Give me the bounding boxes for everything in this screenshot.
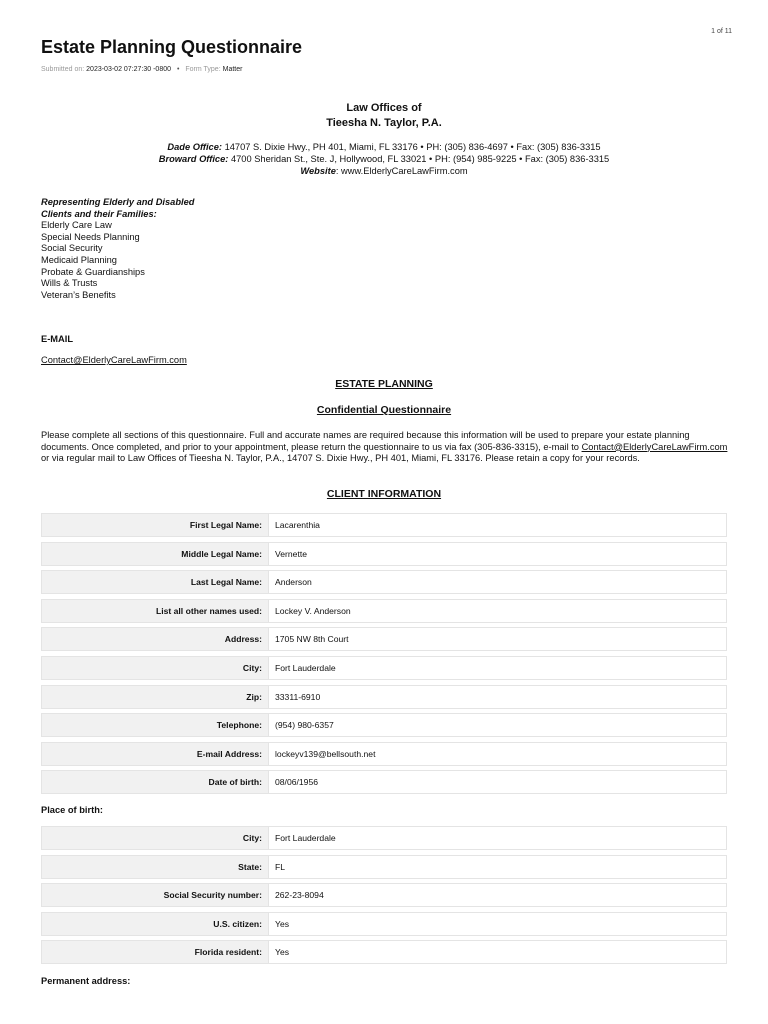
form-row <box>41 542 727 566</box>
section-estate-planning: ESTATE PLANNING <box>335 378 433 390</box>
form-row <box>41 826 727 850</box>
field-value: Vernette <box>269 543 726 565</box>
intro-paragraph <box>41 430 731 465</box>
form-row <box>41 940 727 964</box>
practice-list <box>41 220 194 301</box>
form-row <box>41 770 727 794</box>
practice-heading-1: Representing Elderly and Disabled <box>41 197 195 207</box>
submitted-value: 2023-03-02 07:27:30 -0800 <box>86 66 172 73</box>
field-label: List all other names used: <box>42 600 269 622</box>
broward-office-label: Broward Office: <box>158 154 229 164</box>
field-value: Yes <box>269 941 726 963</box>
practice-item: Elderly Care Law <box>41 220 112 231</box>
form-row <box>41 656 727 680</box>
broward-office-text: 4700 Sheridan St., Ste. J, Hollywood, FL 33021 • PH: (954) 985-9225 • Fax: (305) 836-3315 <box>230 154 610 164</box>
dade-office-text: 14707 S. Dixie Hwy., PH 401, Miami, FL 33176 • PH: (305) 836-4697 • Fax: (305) 836-3315 <box>224 142 601 152</box>
field-value: FL <box>269 856 726 878</box>
firm-line-1: Law Offices of <box>346 102 422 114</box>
meta-separator: • <box>176 66 180 73</box>
field-value: lockeyv139@bellsouth.net <box>269 743 726 765</box>
practice-item: Social Security <box>41 243 103 254</box>
section-confidential-questionnaire: Confidential Questionnaire <box>316 404 452 416</box>
field-value: Anderson <box>269 571 726 593</box>
practice-heading-2: Clients and their Families: <box>41 208 157 219</box>
page-number: 1 of 11 <box>711 28 732 35</box>
practice-item: Wills & Trusts <box>41 278 98 289</box>
dade-office <box>0 141 768 153</box>
email-link[interactable]: Contact@ElderlyCareLawFirm.com <box>41 355 187 365</box>
field-label: E-mail Address: <box>42 743 269 765</box>
form-row <box>41 855 727 879</box>
website-label: Website <box>300 166 336 176</box>
permanent-address-heading: Permanent address: <box>41 976 131 986</box>
field-value: Yes <box>269 913 726 935</box>
field-value: Fort Lauderdale <box>269 657 726 679</box>
field-value: 1705 NW 8th Court <box>269 628 726 650</box>
form-row <box>41 713 727 737</box>
form-row <box>41 627 727 651</box>
birth-info-table <box>41 826 727 969</box>
page-title: Estate Planning Questionnaire <box>41 37 303 57</box>
practice-item: Veteran’s Benefits <box>41 289 116 300</box>
intro-email-link[interactable]: Contact@ElderlyCareLawFirm.com <box>581 441 728 452</box>
practice-item: Medicaid Planning <box>41 254 117 265</box>
field-label: U.S. citizen: <box>42 913 269 935</box>
practice-item: Probate & Guardianships <box>41 266 145 277</box>
field-label: Last Legal Name: <box>42 571 269 593</box>
field-value: 08/06/1956 <box>269 771 726 793</box>
field-value: Lacarenthia <box>269 514 726 536</box>
field-label: Florida resident: <box>42 941 269 963</box>
form-row <box>41 513 727 537</box>
client-info-table <box>41 513 727 799</box>
intro-text-1: Please complete all sections of this questionnaire. Full and accurate names are required because this information will be used to prepare your estate planning documents. Once completed, and prior to your appointment, please return the questionnaire to us via fax (305-836-3315), e-mail to <box>41 430 690 452</box>
field-label: Zip: <box>42 686 269 708</box>
field-value: Fort Lauderdale <box>269 827 726 849</box>
form-row <box>41 883 727 907</box>
form-row <box>41 599 727 623</box>
dade-office-label: Dade Office: <box>167 142 222 152</box>
email-heading: E-MAIL <box>41 334 74 344</box>
form-row <box>41 570 727 594</box>
field-label: Telephone: <box>42 714 269 736</box>
field-label: Date of birth: <box>42 771 269 793</box>
form-type-value: Matter <box>222 66 243 73</box>
field-label: City: <box>42 657 269 679</box>
field-label: First Legal Name: <box>42 514 269 536</box>
firm-name <box>0 101 768 131</box>
field-label: Address: <box>42 628 269 650</box>
field-label: Social Security number: <box>42 884 269 906</box>
field-label: State: <box>42 856 269 878</box>
field-value: Lockey V. Anderson <box>269 600 726 622</box>
practice-item: Special Needs Planning <box>41 231 140 242</box>
field-value: 262-23-8094 <box>269 884 726 906</box>
field-label: City: <box>42 827 269 849</box>
practice-areas <box>41 197 194 301</box>
office-info <box>0 141 768 177</box>
field-value: 33311-6910 <box>269 686 726 708</box>
submitted-label: Submitted on: <box>41 66 85 73</box>
place-of-birth-heading: Place of birth: <box>41 805 103 815</box>
form-row <box>41 742 727 766</box>
broward-office <box>0 153 768 165</box>
section-client-information: CLIENT INFORMATION <box>326 488 442 500</box>
form-row <box>41 912 727 936</box>
submission-meta <box>41 66 242 73</box>
website-text: : www.ElderlyCareLawFirm.com <box>335 166 468 176</box>
website <box>0 165 768 177</box>
field-value: (954) 980-6357 <box>269 714 726 736</box>
form-row <box>41 685 727 709</box>
field-label: Middle Legal Name: <box>42 543 269 565</box>
firm-line-2: Tieesha N. Taylor, P.A. <box>326 117 442 129</box>
form-type-label: Form Type: <box>185 66 221 73</box>
intro-text-2: or via regular mail to Law Offices of Tieesha N. Taylor, P.A., 14707 S. Dixie Hwy., PH 401, Miami, FL 33176. Please retain a copy for your records. <box>41 453 640 464</box>
